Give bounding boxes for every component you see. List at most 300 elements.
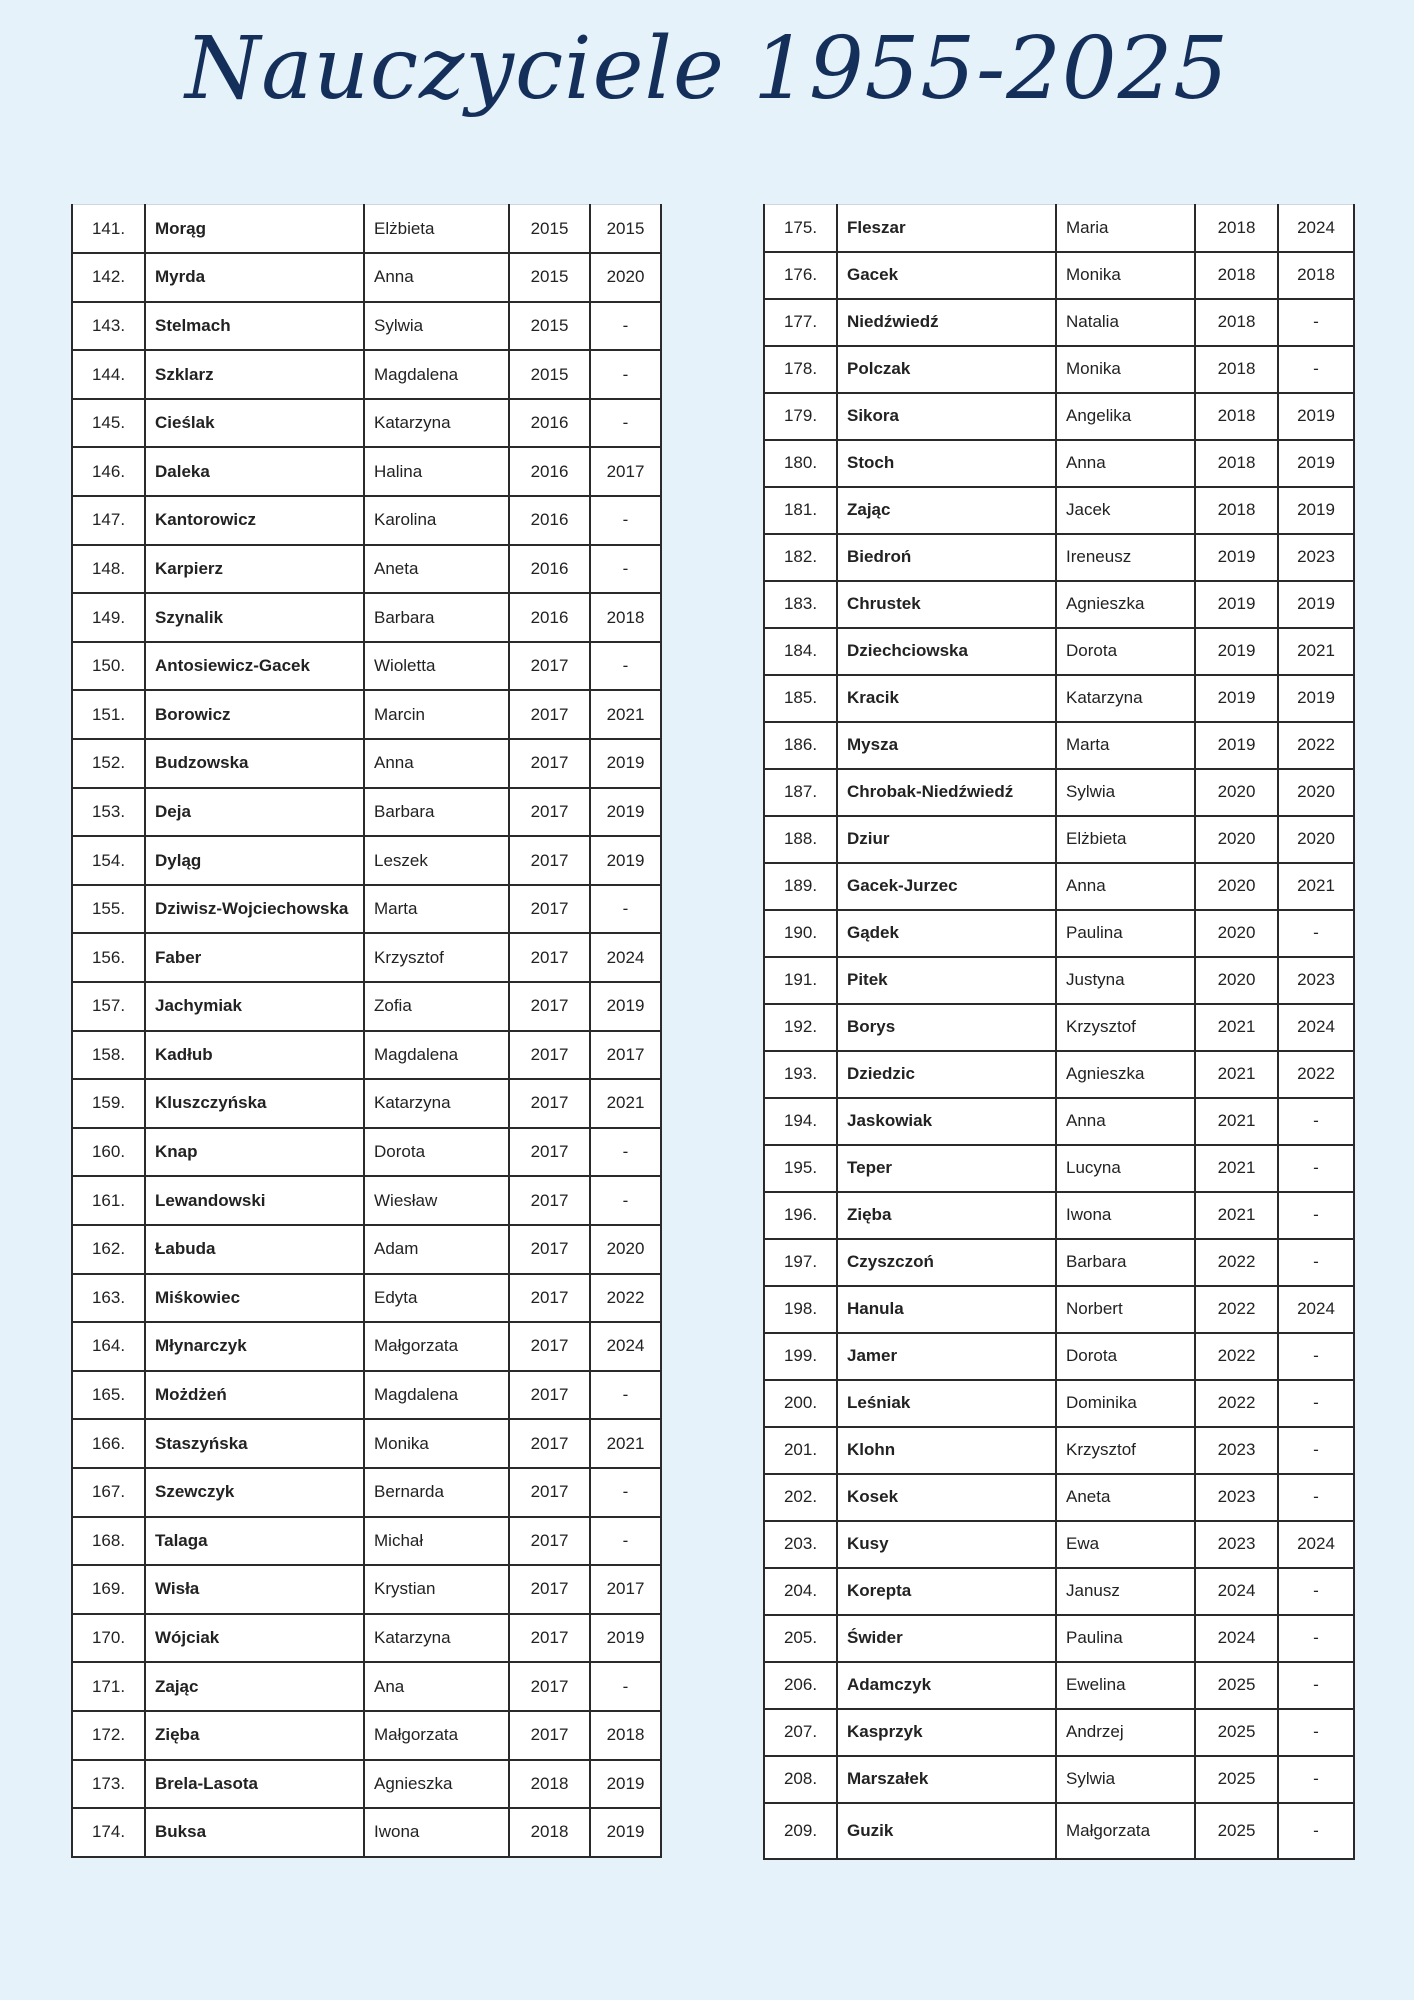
- row-number: 165.: [72, 1371, 145, 1420]
- first-name-cell: Anna: [364, 253, 509, 302]
- table-row: [764, 1521, 1354, 1568]
- row-number: 163.: [72, 1274, 145, 1323]
- end-year-cell: -: [590, 350, 661, 399]
- end-year-cell: -: [1278, 299, 1354, 346]
- first-name-cell: Bernarda: [364, 1468, 509, 1517]
- table-row: [72, 253, 661, 302]
- row-number: 145.: [72, 399, 145, 448]
- surname-cell: Dziechciowska: [837, 628, 1056, 675]
- surname-cell: Borys: [837, 1004, 1056, 1051]
- start-year-cell: 2018: [509, 1760, 590, 1809]
- row-number: 178.: [764, 346, 837, 393]
- end-year-cell: 2024: [1278, 1286, 1354, 1333]
- first-name-cell: Katarzyna: [364, 399, 509, 448]
- surname-cell: Adamczyk: [837, 1662, 1056, 1709]
- start-year-cell: 2022: [1195, 1286, 1278, 1333]
- table-row: [72, 302, 661, 351]
- table-row: [764, 722, 1354, 769]
- surname-cell: Brela-Lasota: [145, 1760, 364, 1809]
- start-year-cell: 2017: [509, 1274, 590, 1323]
- first-name-cell: Krzysztof: [1056, 1427, 1195, 1474]
- end-year-cell: -: [1278, 1474, 1354, 1521]
- surname-cell: Teper: [837, 1145, 1056, 1192]
- row-number: 143.: [72, 302, 145, 351]
- start-year-cell: 2017: [509, 642, 590, 691]
- row-number: 185.: [764, 675, 837, 722]
- end-year-cell: 2024: [590, 1322, 661, 1371]
- table-row: [72, 1565, 661, 1614]
- end-year-cell: -: [1278, 1803, 1354, 1859]
- table-row: [764, 1145, 1354, 1192]
- start-year-cell: 2017: [509, 1662, 590, 1711]
- surname-cell: Deja: [145, 788, 364, 837]
- start-year-cell: 2017: [509, 1371, 590, 1420]
- end-year-cell: 2020: [1278, 816, 1354, 863]
- start-year-cell: 2017: [509, 739, 590, 788]
- row-number: 188.: [764, 816, 837, 863]
- row-number: 147.: [72, 496, 145, 545]
- end-year-cell: -: [1278, 1427, 1354, 1474]
- table-row: [764, 1615, 1354, 1662]
- table-row: [764, 1051, 1354, 1098]
- first-name-cell: Barbara: [364, 788, 509, 837]
- first-name-cell: Paulina: [1056, 1615, 1195, 1662]
- row-number: 152.: [72, 739, 145, 788]
- first-name-cell: Elżbieta: [1056, 816, 1195, 863]
- table-row: [72, 1760, 661, 1809]
- end-year-cell: 2019: [1278, 675, 1354, 722]
- end-year-cell: 2018: [1278, 252, 1354, 299]
- start-year-cell: 2021: [1195, 1192, 1278, 1239]
- start-year-cell: 2019: [1195, 675, 1278, 722]
- start-year-cell: 2016: [509, 593, 590, 642]
- table-row: [764, 1756, 1354, 1803]
- end-year-cell: 2023: [1278, 534, 1354, 581]
- surname-cell: Kantorowicz: [145, 496, 364, 545]
- end-year-cell: 2021: [1278, 628, 1354, 675]
- surname-cell: Lewandowski: [145, 1176, 364, 1225]
- table-row: [72, 1079, 661, 1128]
- surname-cell: Chrobak-Niedźwiedź: [837, 769, 1056, 816]
- start-year-cell: 2017: [509, 1419, 590, 1468]
- surname-cell: Łabuda: [145, 1225, 364, 1274]
- first-name-cell: Leszek: [364, 836, 509, 885]
- start-year-cell: 2017: [509, 1468, 590, 1517]
- table-row: [764, 393, 1354, 440]
- start-year-cell: 2016: [509, 447, 590, 496]
- first-name-cell: Elżbieta: [364, 205, 509, 254]
- surname-cell: Gacek: [837, 252, 1056, 299]
- table-row: [72, 205, 661, 254]
- end-year-cell: -: [590, 302, 661, 351]
- end-year-cell: -: [1278, 910, 1354, 957]
- row-number: 151.: [72, 690, 145, 739]
- surname-cell: Gacek-Jurzec: [837, 863, 1056, 910]
- surname-cell: Budzowska: [145, 739, 364, 788]
- first-name-cell: Natalia: [1056, 299, 1195, 346]
- table-row: [764, 628, 1354, 675]
- table-row: [764, 1427, 1354, 1474]
- end-year-cell: -: [1278, 1615, 1354, 1662]
- start-year-cell: 2017: [509, 1711, 590, 1760]
- surname-cell: Leśniak: [837, 1380, 1056, 1427]
- end-year-cell: 2022: [590, 1274, 661, 1323]
- first-name-cell: Dorota: [1056, 1333, 1195, 1380]
- end-year-cell: -: [590, 1128, 661, 1177]
- end-year-cell: 2019: [590, 1760, 661, 1809]
- first-name-cell: Karolina: [364, 496, 509, 545]
- teacher-table-right: [763, 204, 1355, 1860]
- end-year-cell: -: [1278, 1380, 1354, 1427]
- table-row: [764, 487, 1354, 534]
- row-number: 141.: [72, 205, 145, 254]
- table-row: [72, 1176, 661, 1225]
- first-name-cell: Paulina: [1056, 910, 1195, 957]
- table-row: [72, 1419, 661, 1468]
- start-year-cell: 2025: [1195, 1803, 1278, 1859]
- first-name-cell: Barbara: [364, 593, 509, 642]
- table-row: [72, 1614, 661, 1663]
- teacher-table-left: [71, 204, 662, 1858]
- surname-cell: Dziedzic: [837, 1051, 1056, 1098]
- start-year-cell: 2016: [509, 545, 590, 594]
- row-number: 171.: [72, 1662, 145, 1711]
- surname-cell: Kadłub: [145, 1031, 364, 1080]
- end-year-cell: 2019: [590, 1808, 661, 1857]
- start-year-cell: 2017: [509, 1225, 590, 1274]
- row-number: 180.: [764, 440, 837, 487]
- table-row: [764, 1709, 1354, 1756]
- first-name-cell: Monika: [364, 1419, 509, 1468]
- first-name-cell: Sylwia: [364, 302, 509, 351]
- start-year-cell: 2019: [1195, 534, 1278, 581]
- row-number: 207.: [764, 1709, 837, 1756]
- end-year-cell: -: [1278, 1709, 1354, 1756]
- table-row: [72, 1274, 661, 1323]
- end-year-cell: -: [1278, 1145, 1354, 1192]
- first-name-cell: Sylwia: [1056, 1756, 1195, 1803]
- end-year-cell: 2020: [1278, 769, 1354, 816]
- row-number: 186.: [764, 722, 837, 769]
- first-name-cell: Krzysztof: [364, 933, 509, 982]
- first-name-cell: Anna: [364, 739, 509, 788]
- row-number: 182.: [764, 534, 837, 581]
- surname-cell: Polczak: [837, 346, 1056, 393]
- end-year-cell: 2017: [590, 1565, 661, 1614]
- end-year-cell: 2019: [1278, 487, 1354, 534]
- row-number: 158.: [72, 1031, 145, 1080]
- row-number: 164.: [72, 1322, 145, 1371]
- start-year-cell: 2015: [509, 350, 590, 399]
- row-number: 154.: [72, 836, 145, 885]
- start-year-cell: 2020: [1195, 863, 1278, 910]
- surname-cell: Wisła: [145, 1565, 364, 1614]
- first-name-cell: Wiesław: [364, 1176, 509, 1225]
- start-year-cell: 2022: [1195, 1239, 1278, 1286]
- start-year-cell: 2017: [509, 1176, 590, 1225]
- start-year-cell: 2017: [509, 690, 590, 739]
- table-row: [764, 957, 1354, 1004]
- start-year-cell: 2021: [1195, 1004, 1278, 1051]
- row-number: 160.: [72, 1128, 145, 1177]
- row-number: 192.: [764, 1004, 837, 1051]
- surname-cell: Kluszczyńska: [145, 1079, 364, 1128]
- row-number: 184.: [764, 628, 837, 675]
- row-number: 198.: [764, 1286, 837, 1333]
- first-name-cell: Dorota: [1056, 628, 1195, 675]
- start-year-cell: 2019: [1195, 722, 1278, 769]
- surname-cell: Zięba: [145, 1711, 364, 1760]
- first-name-cell: Małgorzata: [1056, 1803, 1195, 1859]
- surname-cell: Jamer: [837, 1333, 1056, 1380]
- start-year-cell: 2015: [509, 302, 590, 351]
- surname-cell: Dyląg: [145, 836, 364, 885]
- end-year-cell: 2021: [590, 1419, 661, 1468]
- surname-cell: Kosek: [837, 1474, 1056, 1521]
- row-number: 175.: [764, 205, 837, 252]
- end-year-cell: -: [590, 545, 661, 594]
- first-name-cell: Ewelina: [1056, 1662, 1195, 1709]
- surname-cell: Dziwisz-Wojciechowska: [145, 885, 364, 934]
- start-year-cell: 2017: [509, 1614, 590, 1663]
- row-number: 183.: [764, 581, 837, 628]
- end-year-cell: -: [1278, 1192, 1354, 1239]
- end-year-cell: 2022: [1278, 1051, 1354, 1098]
- first-name-cell: Dominika: [1056, 1380, 1195, 1427]
- surname-cell: Czyszczoń: [837, 1239, 1056, 1286]
- surname-cell: Kasprzyk: [837, 1709, 1056, 1756]
- row-number: 191.: [764, 957, 837, 1004]
- surname-cell: Świder: [837, 1615, 1056, 1662]
- first-name-cell: Maria: [1056, 205, 1195, 252]
- row-number: 181.: [764, 487, 837, 534]
- row-number: 176.: [764, 252, 837, 299]
- row-number: 170.: [72, 1614, 145, 1663]
- end-year-cell: 2019: [1278, 393, 1354, 440]
- table-row: [764, 863, 1354, 910]
- table-row: [72, 1517, 661, 1566]
- surname-cell: Zając: [837, 487, 1056, 534]
- start-year-cell: 2021: [1195, 1098, 1278, 1145]
- table-row: [72, 1128, 661, 1177]
- surname-cell: Jaskowiak: [837, 1098, 1056, 1145]
- first-name-cell: Sylwia: [1056, 769, 1195, 816]
- surname-cell: Miśkowiec: [145, 1274, 364, 1323]
- row-number: 155.: [72, 885, 145, 934]
- surname-cell: Morąg: [145, 205, 364, 254]
- table-row: [764, 1380, 1354, 1427]
- first-name-cell: Agnieszka: [364, 1760, 509, 1809]
- table-row: [764, 675, 1354, 722]
- row-number: 209.: [764, 1803, 837, 1859]
- surname-cell: Szynalik: [145, 593, 364, 642]
- surname-cell: Korepta: [837, 1568, 1056, 1615]
- table-row: [764, 1098, 1354, 1145]
- end-year-cell: 2020: [590, 1225, 661, 1274]
- table-row: [764, 581, 1354, 628]
- surname-cell: Niedźwiedź: [837, 299, 1056, 346]
- row-number: 190.: [764, 910, 837, 957]
- first-name-cell: Monika: [1056, 346, 1195, 393]
- table-row: [72, 739, 661, 788]
- end-year-cell: 2017: [590, 447, 661, 496]
- first-name-cell: Ana: [364, 1662, 509, 1711]
- row-number: 203.: [764, 1521, 837, 1568]
- surname-cell: Mysza: [837, 722, 1056, 769]
- page-title: Nauczyciele 1955-2025: [184, 19, 1230, 119]
- end-year-cell: 2019: [590, 1614, 661, 1663]
- start-year-cell: 2015: [509, 205, 590, 254]
- surname-cell: Dziur: [837, 816, 1056, 863]
- end-year-cell: -: [590, 399, 661, 448]
- surname-cell: Jachymiak: [145, 982, 364, 1031]
- start-year-cell: 2018: [1195, 487, 1278, 534]
- first-name-cell: Barbara: [1056, 1239, 1195, 1286]
- end-year-cell: 2018: [590, 593, 661, 642]
- row-number: 149.: [72, 593, 145, 642]
- start-year-cell: 2018: [1195, 252, 1278, 299]
- surname-cell: Szewczyk: [145, 1468, 364, 1517]
- row-number: 167.: [72, 1468, 145, 1517]
- first-name-cell: Andrzej: [1056, 1709, 1195, 1756]
- end-year-cell: 2019: [590, 836, 661, 885]
- table-row: [72, 1322, 661, 1371]
- first-name-cell: Krystian: [364, 1565, 509, 1614]
- end-year-cell: 2024: [1278, 1004, 1354, 1051]
- table-row: [72, 1031, 661, 1080]
- end-year-cell: 2019: [1278, 581, 1354, 628]
- row-number: 197.: [764, 1239, 837, 1286]
- row-number: 169.: [72, 1565, 145, 1614]
- row-number: 148.: [72, 545, 145, 594]
- first-name-cell: Jacek: [1056, 487, 1195, 534]
- surname-cell: Karpierz: [145, 545, 364, 594]
- end-year-cell: -: [590, 496, 661, 545]
- table-row: [72, 447, 661, 496]
- table-row: [764, 205, 1354, 252]
- end-year-cell: 2022: [1278, 722, 1354, 769]
- first-name-cell: Katarzyna: [364, 1079, 509, 1128]
- table-row: [72, 350, 661, 399]
- table-row: [72, 788, 661, 837]
- first-name-cell: Edyta: [364, 1274, 509, 1323]
- end-year-cell: 2023: [1278, 957, 1354, 1004]
- row-number: 199.: [764, 1333, 837, 1380]
- table-row: [72, 690, 661, 739]
- first-name-cell: Agnieszka: [1056, 1051, 1195, 1098]
- row-number: 146.: [72, 447, 145, 496]
- start-year-cell: 2021: [1195, 1145, 1278, 1192]
- surname-cell: Hanula: [837, 1286, 1056, 1333]
- start-year-cell: 2024: [1195, 1568, 1278, 1615]
- first-name-cell: Katarzyna: [1056, 675, 1195, 722]
- end-year-cell: 2019: [590, 982, 661, 1031]
- surname-cell: Chrustek: [837, 581, 1056, 628]
- surname-cell: Buksa: [145, 1808, 364, 1857]
- row-number: 157.: [72, 982, 145, 1031]
- first-name-cell: Małgorzata: [364, 1322, 509, 1371]
- row-number: 144.: [72, 350, 145, 399]
- table-row: [764, 1662, 1354, 1709]
- surname-cell: Daleka: [145, 447, 364, 496]
- start-year-cell: 2018: [1195, 440, 1278, 487]
- surname-cell: Faber: [145, 933, 364, 982]
- surname-cell: Pitek: [837, 957, 1056, 1004]
- table-row: [72, 1711, 661, 1760]
- first-name-cell: Małgorzata: [364, 1711, 509, 1760]
- row-number: 201.: [764, 1427, 837, 1474]
- surname-cell: Stelmach: [145, 302, 364, 351]
- end-year-cell: 2024: [590, 933, 661, 982]
- surname-cell: Kusy: [837, 1521, 1056, 1568]
- first-name-cell: Norbert: [1056, 1286, 1195, 1333]
- first-name-cell: Katarzyna: [364, 1614, 509, 1663]
- table-row: [72, 642, 661, 691]
- surname-cell: Borowicz: [145, 690, 364, 739]
- first-name-cell: Marta: [1056, 722, 1195, 769]
- first-name-cell: Halina: [364, 447, 509, 496]
- table-row: [764, 1286, 1354, 1333]
- surname-cell: Zając: [145, 1662, 364, 1711]
- first-name-cell: Magdalena: [364, 350, 509, 399]
- row-number: 159.: [72, 1079, 145, 1128]
- table-row: [764, 1474, 1354, 1521]
- end-year-cell: -: [1278, 1333, 1354, 1380]
- first-name-cell: Justyna: [1056, 957, 1195, 1004]
- start-year-cell: 2022: [1195, 1380, 1278, 1427]
- end-year-cell: 2018: [590, 1711, 661, 1760]
- surname-cell: Talaga: [145, 1517, 364, 1566]
- table-row: [764, 816, 1354, 863]
- start-year-cell: 2020: [1195, 769, 1278, 816]
- first-name-cell: Magdalena: [364, 1371, 509, 1420]
- table-row: [764, 299, 1354, 346]
- surname-cell: Możdżeń: [145, 1371, 364, 1420]
- surname-cell: Stoch: [837, 440, 1056, 487]
- row-number: 194.: [764, 1098, 837, 1145]
- end-year-cell: 2020: [590, 253, 661, 302]
- first-name-cell: Michał: [364, 1517, 509, 1566]
- end-year-cell: -: [1278, 1098, 1354, 1145]
- row-number: 172.: [72, 1711, 145, 1760]
- start-year-cell: 2020: [1195, 910, 1278, 957]
- table-row: [764, 769, 1354, 816]
- end-year-cell: -: [1278, 1756, 1354, 1803]
- end-year-cell: 2021: [590, 1079, 661, 1128]
- row-number: 162.: [72, 1225, 145, 1274]
- end-year-cell: 2021: [1278, 863, 1354, 910]
- start-year-cell: 2017: [509, 982, 590, 1031]
- first-name-cell: Wioletta: [364, 642, 509, 691]
- surname-cell: Gądek: [837, 910, 1056, 957]
- start-year-cell: 2021: [1195, 1051, 1278, 1098]
- surname-cell: Antosiewicz-Gacek: [145, 642, 364, 691]
- first-name-cell: Anna: [1056, 440, 1195, 487]
- first-name-cell: Krzysztof: [1056, 1004, 1195, 1051]
- row-number: 179.: [764, 393, 837, 440]
- start-year-cell: 2017: [509, 1079, 590, 1128]
- first-name-cell: Angelika: [1056, 393, 1195, 440]
- end-year-cell: 2021: [590, 690, 661, 739]
- end-year-cell: 2024: [1278, 205, 1354, 252]
- end-year-cell: 2019: [590, 788, 661, 837]
- first-name-cell: Aneta: [1056, 1474, 1195, 1521]
- start-year-cell: 2017: [509, 885, 590, 934]
- start-year-cell: 2018: [1195, 299, 1278, 346]
- start-year-cell: 2025: [1195, 1709, 1278, 1756]
- table-row: [764, 910, 1354, 957]
- end-year-cell: 2017: [590, 1031, 661, 1080]
